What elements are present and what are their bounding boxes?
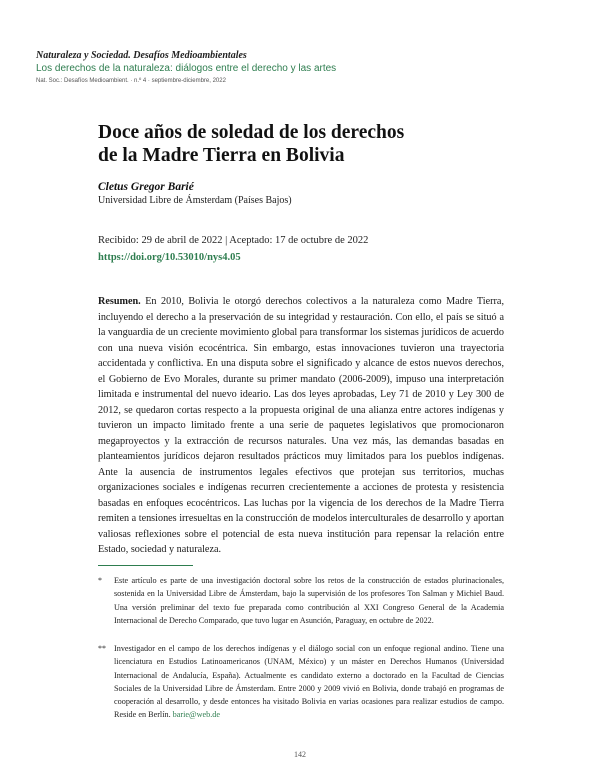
abstract-text: En 2010, Bolivia le otorgó derechos colectivos a la naturaleza como Madre Tierra, incluyendo el derecho a la preservación de su integridad y restauración. Con ello, el país se situó a la vanguardia de un creciente movimiento global para transformar los sistemas jurídicos de acuerdo con una nueva visión ecocéntrica. Sin embargo, estas innovaciones tuvieron una trayectoria accidentada y conflictiva. En una disputa sobre el significado y alcance de estos nuevos derechos, el Gobierno de Evo Morales, durante su primer mandato (2006-2009), impuso una interpretación limitada e instrumental del nuevo ideario. Las dos leyes aprobadas, Ley 71 de 2010 y Ley 300 de 2012, se quedaron cortas respecto a la propuesta original de una alianza entre actores indígenas y tuvieron un impacto limitado frente a una serie de paquetes legislativos que promocionaron megaproyectos y la extracción de recursos naturales. Una vez más, las demandas basadas en planteamientos jurídicos dejaron resultados prácticos muy limitados para los pueblos indígenas. Ante la ausencia de instrumentos legales efectivos que protejan sus territorios, muchas organizaciones sociales e indígenas recurren crecientemente a acciones de protesta y resistencia basadas en enfoques ecocéntricos. Las luchas por la vigencia de los derechos de la Madre Tierra remiten a tensiones irresueltas en la construcción de modelos interculturales de desarrollo y aportan valiosas reflexiones sobre el potencial de esta nueva institución para repensar la relación entre Estado, sociedad y naturaleza. [98, 296, 505, 555]
issue-title: Los derechos de la naturaleza: diálogos entre el derecho y las artes [36, 63, 337, 74]
abstract [98, 294, 504, 558]
author-email-link[interactable]: barie@web.de [172, 710, 220, 720]
footnote-1-text: Este artículo es parte de una investigación doctoral sobre los retos de la construcción de estados plurinacionales, sostenida en la Universidad Libre de Ámsterdam, bajo la supervisión de los profesores Ton Salman y Michiel Baud. Una versión preliminar del texto fue preparada como contribución al XXI Congreso General de la Academia Internacional de Derecho Comparado, que tuvo lugar en Asunción, Paraguay, en octubre de 2022. [114, 576, 504, 625]
page-number: 142 [294, 750, 306, 759]
footnote-2-text: Investigador en el campo de los derechos indígenas y el diálogo social con un enfoque regional andino. Tiene una licenciatura en Estudios Latinoamericanos (UNAM, México) y un máster en Derechos Humanos (Universidad Internacional de Andalucía, España). Actualmente es candidato externo a doctorado en la Facultad de Ciencias Sociales de la Universidad Libre de Ámsterdam. Entre 2000 y 2009 vivió en Bolivia, donde trabajó en programas de cooperación al desarrollo, y desde entonces ha visitado Bolivia en varias ocasiones para realizar estudios de campo. Reside en Berlín. [114, 644, 504, 720]
author-name: Cletus Gregor Barié [98, 181, 194, 193]
title-line-2: de la Madre Tierra en Bolivia [98, 145, 345, 166]
journal-name: Naturaleza y Sociedad. Desafíos Medioambientales [36, 50, 247, 61]
article-title [98, 121, 458, 167]
footnote-2 [98, 642, 504, 722]
footnote-2-body [98, 642, 504, 722]
doi-link[interactable]: https://doi.org/10.53010/nys4.05 [98, 252, 241, 263]
title-line-1: Doce años de soledad de los derechos [98, 122, 405, 143]
footnote-2-mark: ** [98, 644, 106, 653]
author-affiliation: Universidad Libre de Ámsterdam (Países Bajos) [98, 195, 292, 206]
footnote-1-mark: * [98, 576, 102, 585]
footnote-1 [98, 574, 504, 627]
volume-line: Nat. Soc.: Desafíos Medioambient. · n.º 4 · septiembre-diciembre, 2022 [36, 78, 226, 84]
footnote-divider [98, 565, 193, 566]
abstract-label: Resumen. [98, 296, 141, 307]
submission-dates: Recibido: 29 de abril de 2022 | Aceptado: 17 de octubre de 2022 [98, 235, 369, 246]
